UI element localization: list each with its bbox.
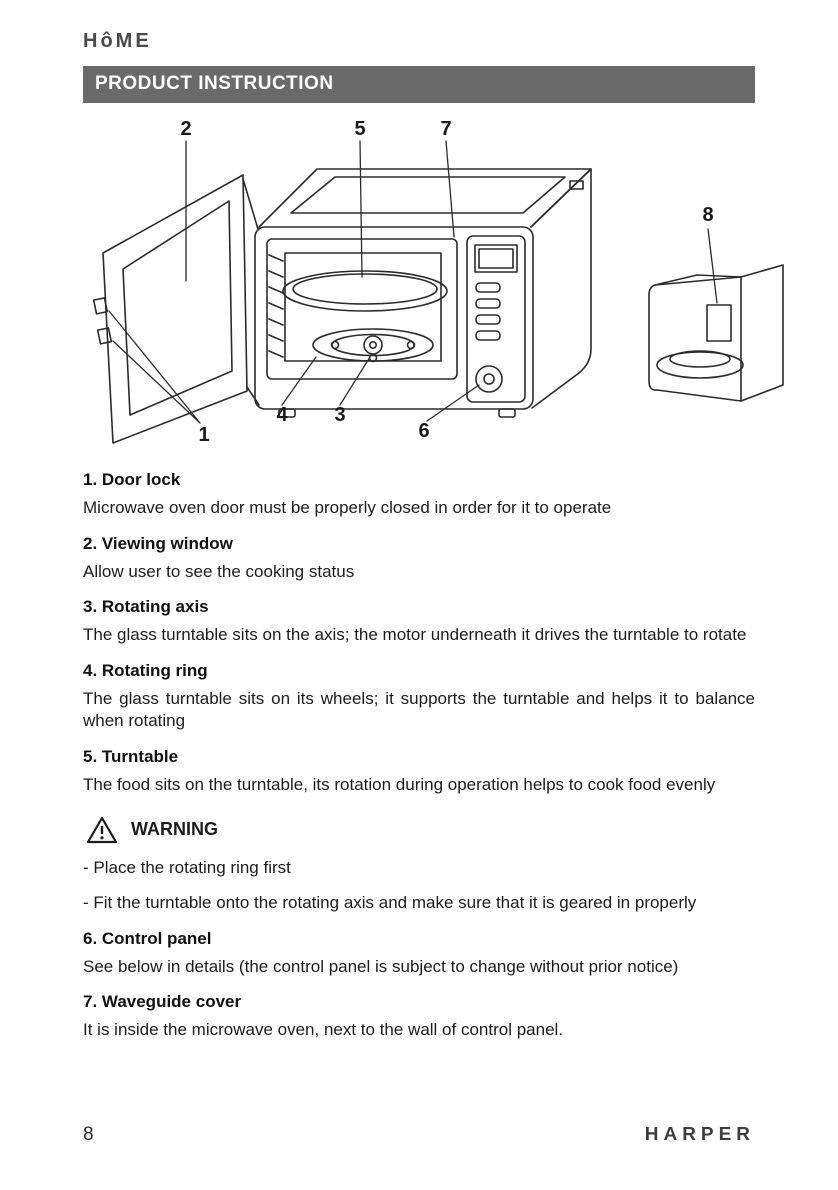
oven-door	[94, 175, 247, 443]
control-panel	[467, 236, 525, 402]
page-number: 8	[83, 1124, 94, 1145]
warning-header	[85, 815, 755, 845]
section-body: See below in details (the control panel is subject to change without prior notice)	[83, 956, 679, 976]
section-heading: 6. Control panel	[83, 928, 212, 948]
section-header-bar	[83, 66, 755, 103]
warning-item: - Fit the turntable onto the rotating axis and make sure that it is geared in properly	[83, 893, 697, 913]
section-control-panel	[83, 929, 755, 979]
warning-title: WARNING	[131, 819, 218, 840]
section-turntable	[83, 747, 755, 797]
section-heading: 4. Rotating ring	[83, 660, 208, 680]
callout-2: 2	[180, 118, 192, 140]
section-body: The glass turntable sits on the axis; the motor underneath it drives the turntable to rotate	[83, 625, 747, 645]
turntable	[283, 271, 447, 311]
section-viewing-window	[83, 534, 755, 584]
warning-item: - Place the rotating ring first	[83, 857, 291, 877]
warning-triangle-icon	[85, 815, 119, 845]
page-footer	[83, 1124, 755, 1146]
harper-logo: HARPER	[644, 1124, 755, 1145]
waveguide-view	[649, 265, 783, 401]
rotating-ring-and-axis	[313, 329, 433, 362]
page-title: PRODUCT INSTRUCTION	[95, 73, 334, 94]
callout-4: 4	[276, 404, 288, 426]
section-body: The glass turntable sits on its wheels; it supports the turntable and helps it to balance when rotating	[83, 688, 755, 731]
home-logo: HôME	[83, 30, 152, 52]
section-waveguide-cover	[83, 992, 755, 1042]
callout-8: 8	[702, 204, 714, 226]
section-heading: 7. Waveguide cover	[83, 992, 242, 1012]
instruction-content	[83, 470, 755, 1042]
section-body: The food sits on the turntable, its rotation during operation helps to cook food evenly	[83, 775, 716, 795]
section-heading: 3. Rotating axis	[83, 597, 209, 617]
warning-block	[83, 815, 755, 915]
callout-lines	[109, 141, 717, 423]
section-body: It is inside the microwave oven, next to the wall of control panel.	[83, 1020, 564, 1040]
callout-3: 3	[334, 404, 346, 426]
section-heading: 5. Turntable	[83, 747, 179, 767]
section-heading: 2. Viewing window	[83, 533, 233, 553]
callout-5: 5	[354, 118, 366, 140]
waveguide-cover	[707, 305, 731, 341]
callout-1: 1	[198, 424, 210, 446]
section-body: Allow user to see the cooking status	[83, 561, 355, 581]
section-heading: 1. Door lock	[83, 470, 181, 489]
diagram-area	[83, 109, 755, 456]
section-rotating-ring	[83, 661, 755, 733]
callout-7: 7	[440, 118, 452, 140]
oven-body	[255, 169, 591, 417]
door-lock-latch	[98, 328, 112, 344]
microwave-diagram	[83, 109, 793, 456]
section-door-lock	[83, 470, 755, 520]
knob	[476, 366, 502, 392]
callout-6: 6	[418, 420, 430, 442]
section-body: Microwave oven door must be properly closed in order for it to operate	[83, 498, 612, 517]
section-rotating-axis	[83, 597, 755, 647]
